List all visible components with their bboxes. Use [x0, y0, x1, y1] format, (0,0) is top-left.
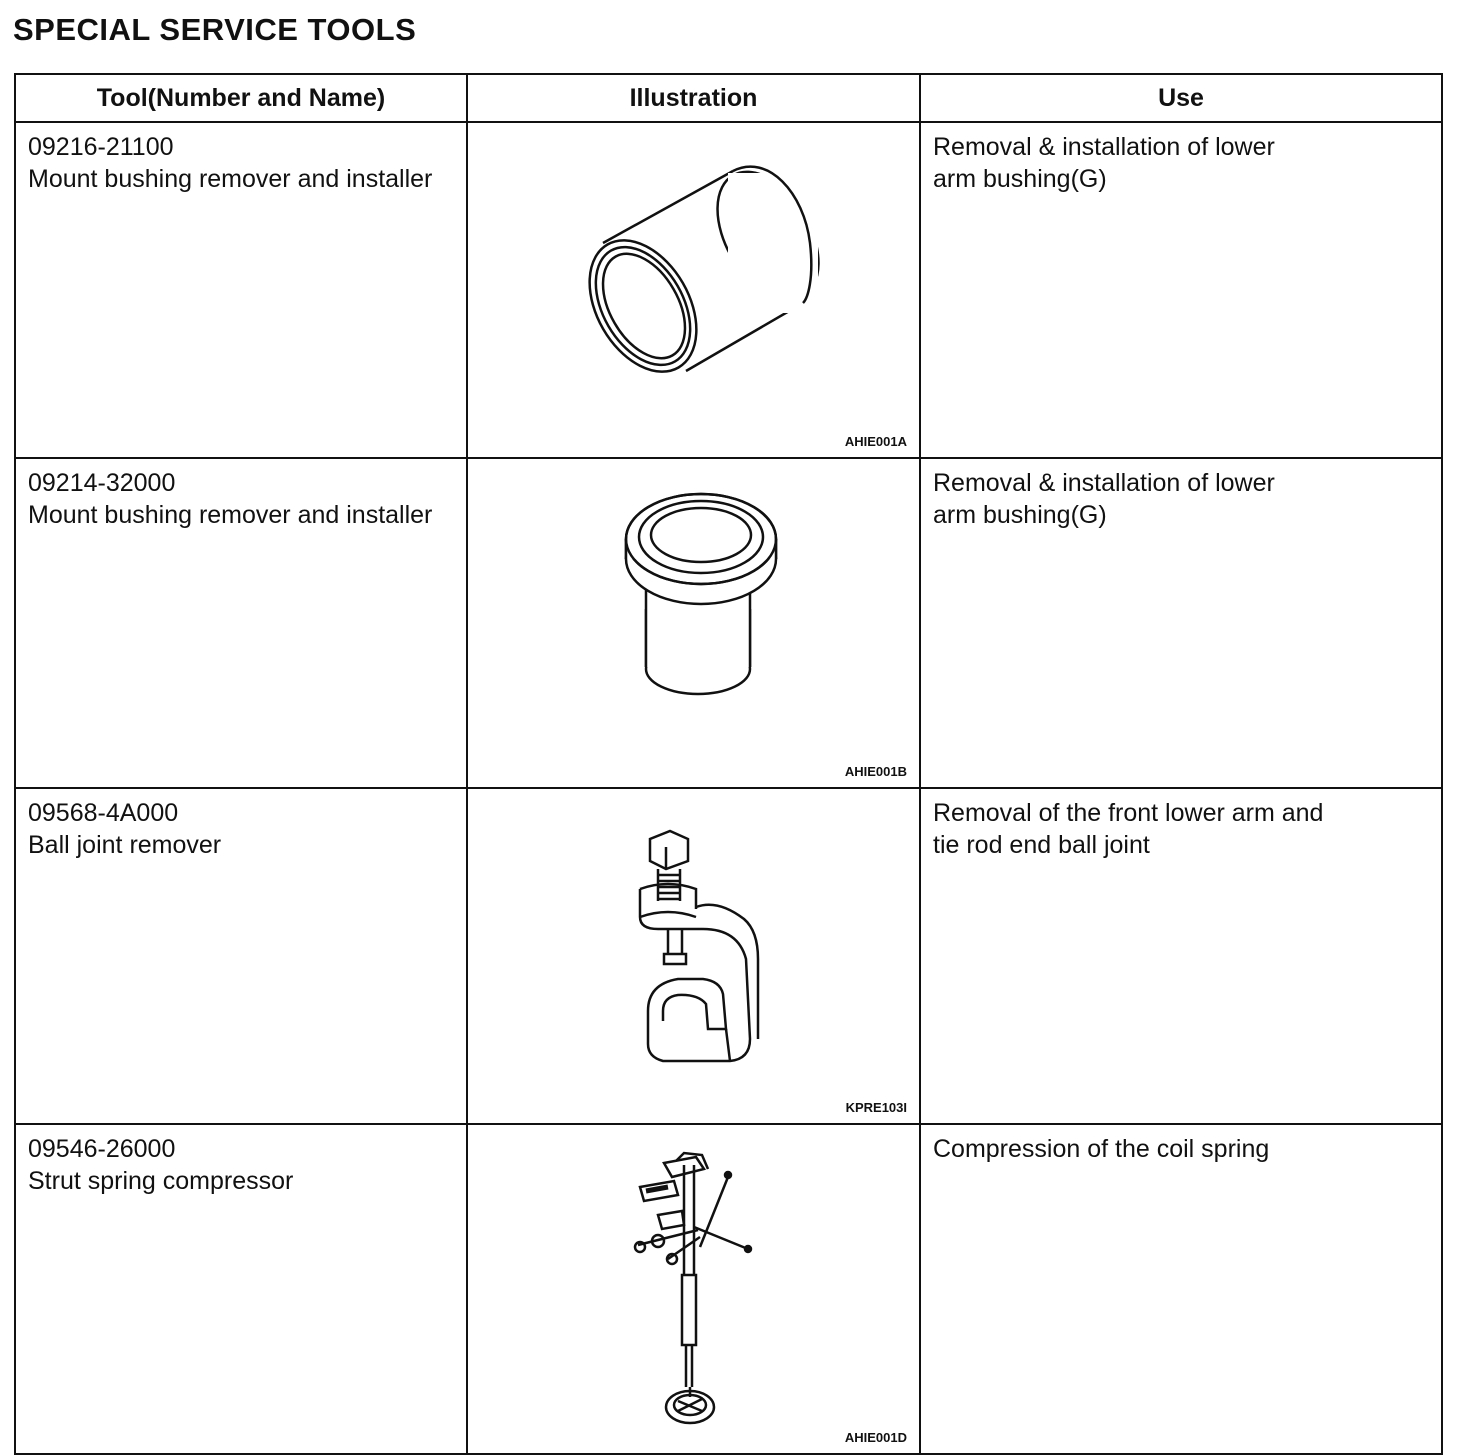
spring-compressor-icon	[468, 1125, 921, 1437]
use-cell	[920, 788, 1442, 1124]
illustration-cell	[467, 122, 920, 458]
illustration-cell	[467, 788, 920, 1124]
tool-cell	[15, 122, 467, 458]
illustration-code: KPRE103I	[845, 1100, 907, 1115]
use-cell	[920, 1124, 1442, 1454]
use-line: Removal & installation of lower	[933, 469, 1275, 497]
table-header-row	[15, 74, 1442, 122]
header-use: Use	[920, 74, 1442, 122]
use-line: Removal & installation of lower	[933, 133, 1275, 161]
table-row	[15, 788, 1442, 1124]
tool-name: Mount bushing remover and installer	[28, 501, 433, 529]
illustration-cell	[467, 1124, 920, 1454]
tool-number: 09216-21100	[28, 133, 174, 161]
use-line: arm bushing(G)	[933, 165, 1107, 193]
special-service-tools-table	[14, 73, 1443, 1455]
use-line: Compression of the coil spring	[933, 1135, 1270, 1163]
tool-name: Ball joint remover	[28, 831, 222, 859]
tool-name: Mount bushing remover and installer	[28, 165, 433, 193]
tool-name: Strut spring compressor	[28, 1167, 294, 1195]
use-cell	[920, 458, 1442, 788]
tool-cell	[15, 1124, 467, 1454]
use-line: Removal of the front lower arm and	[933, 799, 1324, 827]
table-row	[15, 458, 1442, 788]
tool-number: 09546-26000	[28, 1135, 176, 1163]
sleeve-tool-icon	[468, 123, 921, 441]
page-title: SPECIAL SERVICE TOOLS	[13, 12, 417, 47]
use-line: tie rod end ball joint	[933, 831, 1150, 859]
flanged-sleeve-tool-icon	[468, 459, 921, 771]
tool-cell	[15, 788, 467, 1124]
illustration-code: AHIE001D	[844, 1430, 907, 1445]
use-cell	[920, 122, 1442, 458]
illustration-code: AHIE001B	[844, 764, 907, 779]
illustration-cell	[467, 458, 920, 788]
table-row	[15, 122, 1442, 458]
tool-cell	[15, 458, 467, 788]
use-line: arm bushing(G)	[933, 501, 1107, 529]
tool-number: 09214-32000	[28, 469, 176, 497]
header-illustration: Illustration	[467, 74, 920, 122]
header-tool: Tool(Number and Name)	[15, 74, 467, 122]
illustration-code: AHIE001A	[844, 434, 907, 449]
ball-joint-remover-icon	[468, 789, 921, 1107]
tool-number: 09568-4A000	[28, 799, 179, 827]
table-row	[15, 1124, 1442, 1454]
